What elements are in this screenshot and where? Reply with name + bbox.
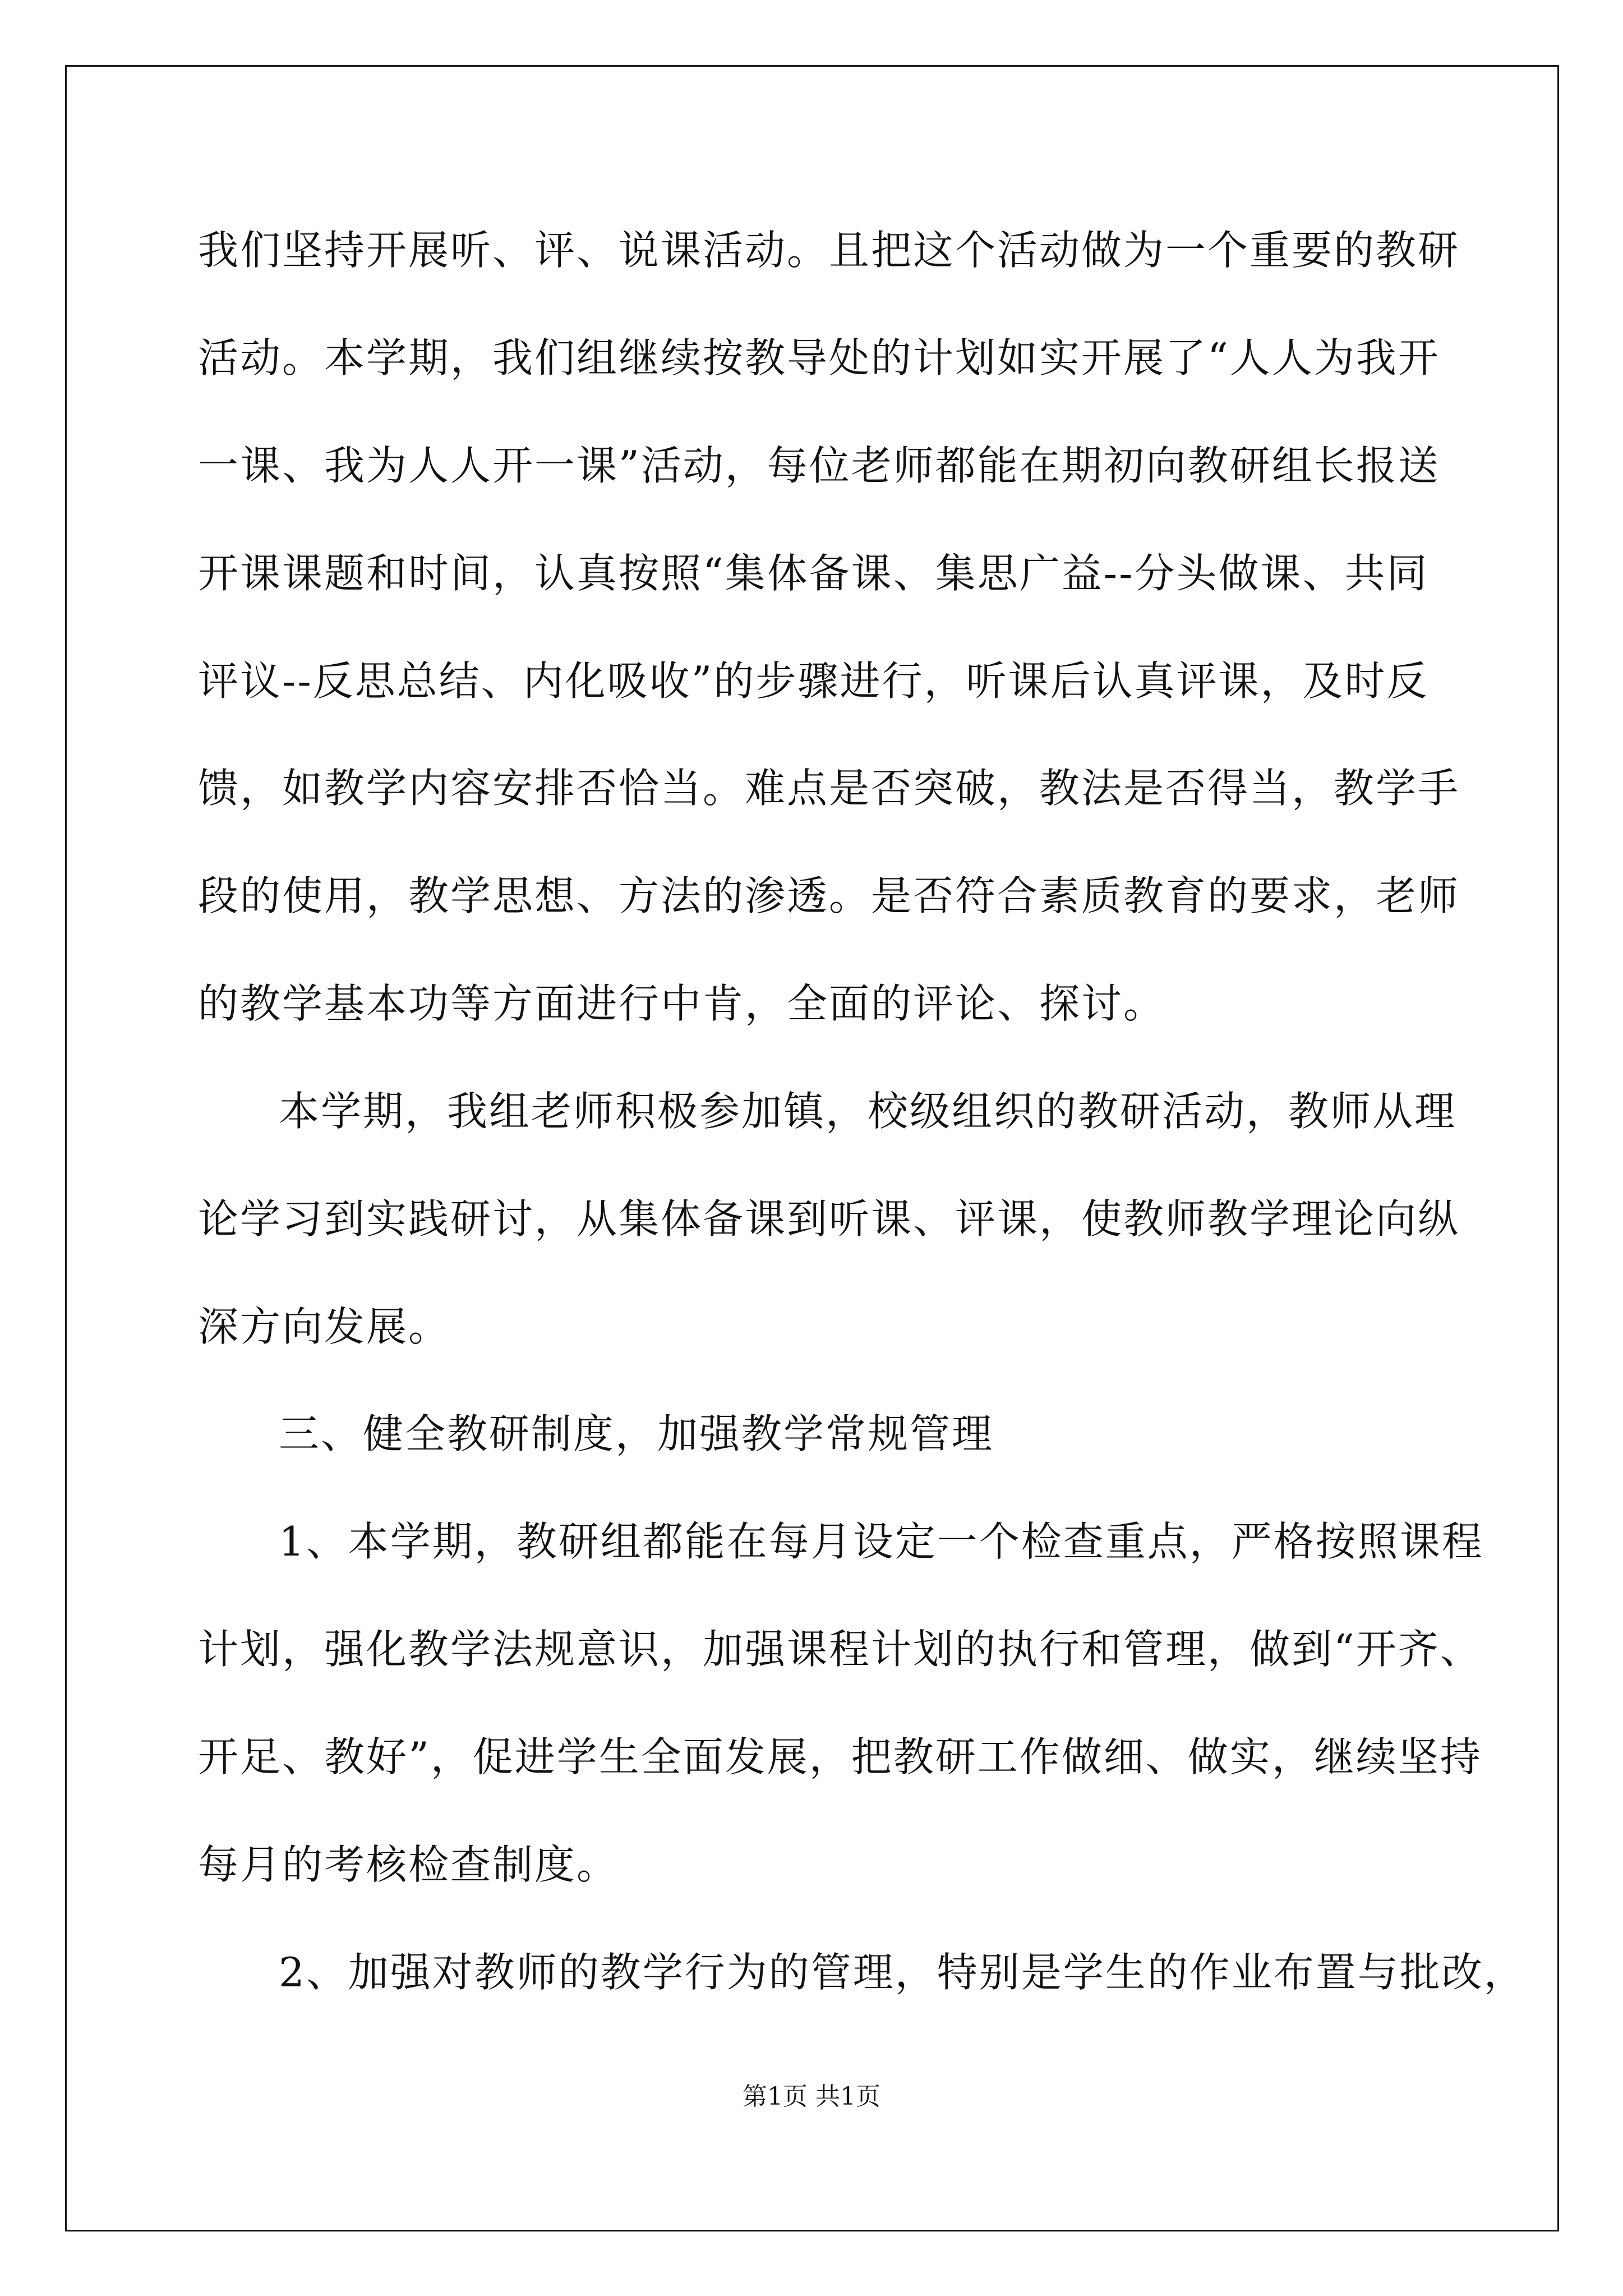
text-line: 开足、教好”，促进学生全面发展，把教研工作做细、做实，继续坚持 [198, 1733, 1482, 1780]
page-number-footer: 第1页 共1页 [743, 2082, 880, 2111]
text-line: 段的使用，教学思想、方法的渗透。是否符合素质教育的要求，老师 [198, 872, 1460, 919]
text-line: 我们坚持开展听、评、说课活动。且把这个活动做为一个重要的教研 [198, 227, 1460, 274]
text-line: 评议--反思总结、内化吸收”的步骤进行，听课后认真评课，及时反 [198, 657, 1429, 705]
text-line: 1、本学期，教研组都能在每月设定一个检查重点，严格按照课程 [279, 1518, 1484, 1565]
text-line: 的教学基本功等方面进行中肯，全面的评论、探讨。 [198, 980, 1166, 1027]
text-line: 馈，如教学内容安排否恰当。难点是否突破，教法是否得当，教学手 [198, 765, 1460, 812]
text-line: 深方向发展。 [198, 1303, 451, 1350]
text-line: 一课、我为人人开一课”活动，每位老师都能在期初向教研组长报送 [198, 442, 1440, 489]
text-line: 本学期，我组老师积极参加镇，校级组织的教研活动，教师从理 [279, 1088, 1457, 1135]
text-line: 每月的考核检查制度。 [198, 1841, 619, 1888]
text-line: 论学习到实践研讨，从集体备课到听课、评课，使教师教学理论向纵 [198, 1195, 1460, 1243]
text-line: 活动。本学期，我们组继续按教导处的计划如实开展了“人人为我开 [198, 334, 1440, 381]
text-line: 计划，强化教学法规意识，加强课程计划的执行和管理，做到“开齐、 [198, 1626, 1482, 1673]
text-line: 开课课题和时间，认真按照“集体备课、集思广益--分头做课、共同 [198, 550, 1429, 597]
text-line: 2、加强对教师的教学行为的管理，特别是学生的作业布置与批改， [279, 1949, 1526, 1996]
section-heading: 三、健全教研制度，加强教学常规管理 [279, 1410, 994, 1457]
